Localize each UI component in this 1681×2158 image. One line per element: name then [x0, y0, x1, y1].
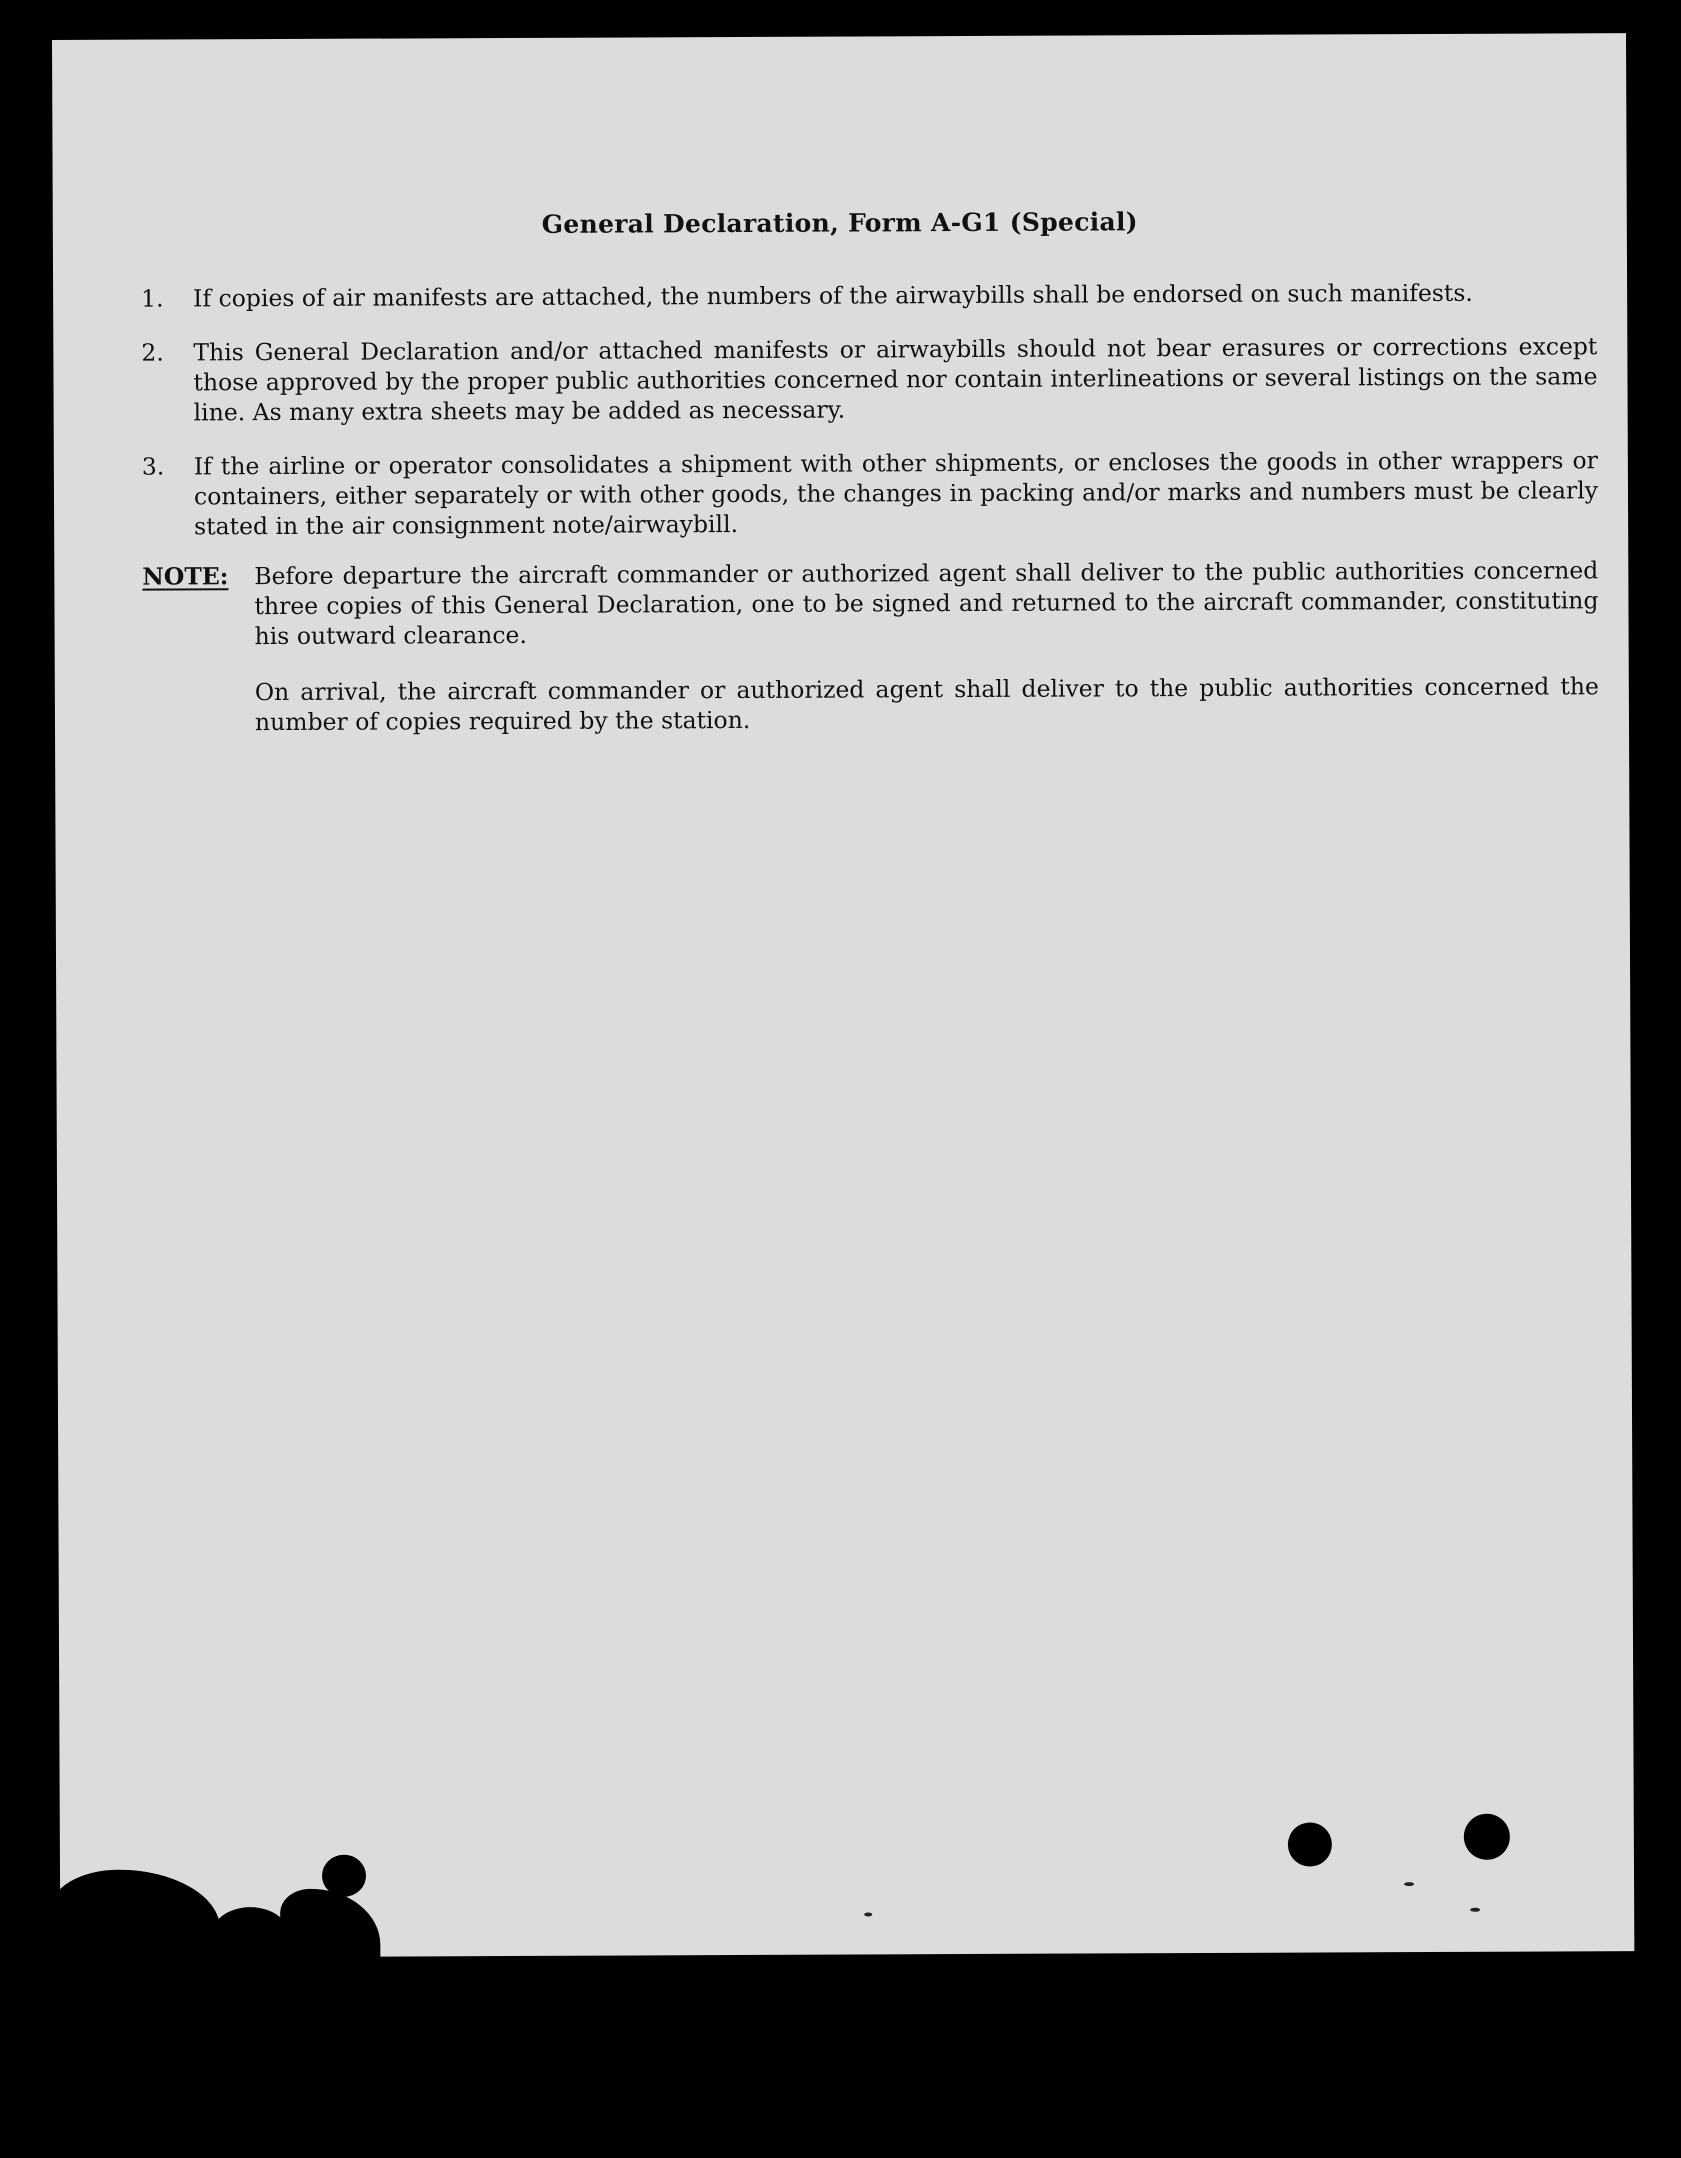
item-text: If the airline or operator consolidates a shipment with other shipments, or encloses the goods in other wrappers or containers, either separately or with other goods, the changes in packing and/or marks and numbers must be clearly stated in the air consignment note/airwaybill. — [193, 446, 1599, 541]
item-number: 3. — [141, 452, 165, 481]
item-text: If copies of air manifests are attached, the numbers of the airwaybills shall be endorsed on such manifests. — [193, 278, 1473, 313]
item-number: 2. — [141, 338, 164, 367]
document-title: General Declaration, Form A-G1 (Special) — [541, 207, 1138, 239]
item-number: 1. — [141, 284, 164, 313]
document-page — [52, 33, 1634, 1958]
item-text: This General Declaration and/or attached manifests or airwaybills should not bear erasures or corrections except those approved by the proper public authorities concerned nor contain interlineations or several listings on the same line. As many extra sheets may be added as necessary. — [193, 332, 1598, 427]
punch-hole — [1464, 1814, 1510, 1860]
note-paragraph: Before departure the aircraft commander or authorized agent shall deliver to the public authorities concerned three copies of this General Declaration, one to be signed and returned to the aircraft commander, constituting his outward clearance. — [254, 556, 1599, 651]
note-body — [254, 555, 1633, 763]
speck — [1470, 1908, 1480, 1912]
note-section — [142, 555, 1633, 763]
instruction-item — [141, 331, 1631, 428]
instruction-item — [141, 277, 1631, 314]
instruction-item — [142, 445, 1632, 542]
instruction-list — [141, 277, 1633, 763]
torn-corner — [210, 1907, 290, 1967]
note-paragraph: On arrival, the aircraft commander or authorized agent shall deliver to the public authorities concerned the number of copies required by the station. — [254, 672, 1599, 737]
note-label — [142, 561, 255, 763]
speck — [864, 1912, 872, 1916]
speck — [1404, 1882, 1414, 1886]
punch-hole — [1288, 1822, 1332, 1866]
note-label-text: NOTE: — [142, 562, 229, 591]
document-content — [52, 33, 1634, 1958]
